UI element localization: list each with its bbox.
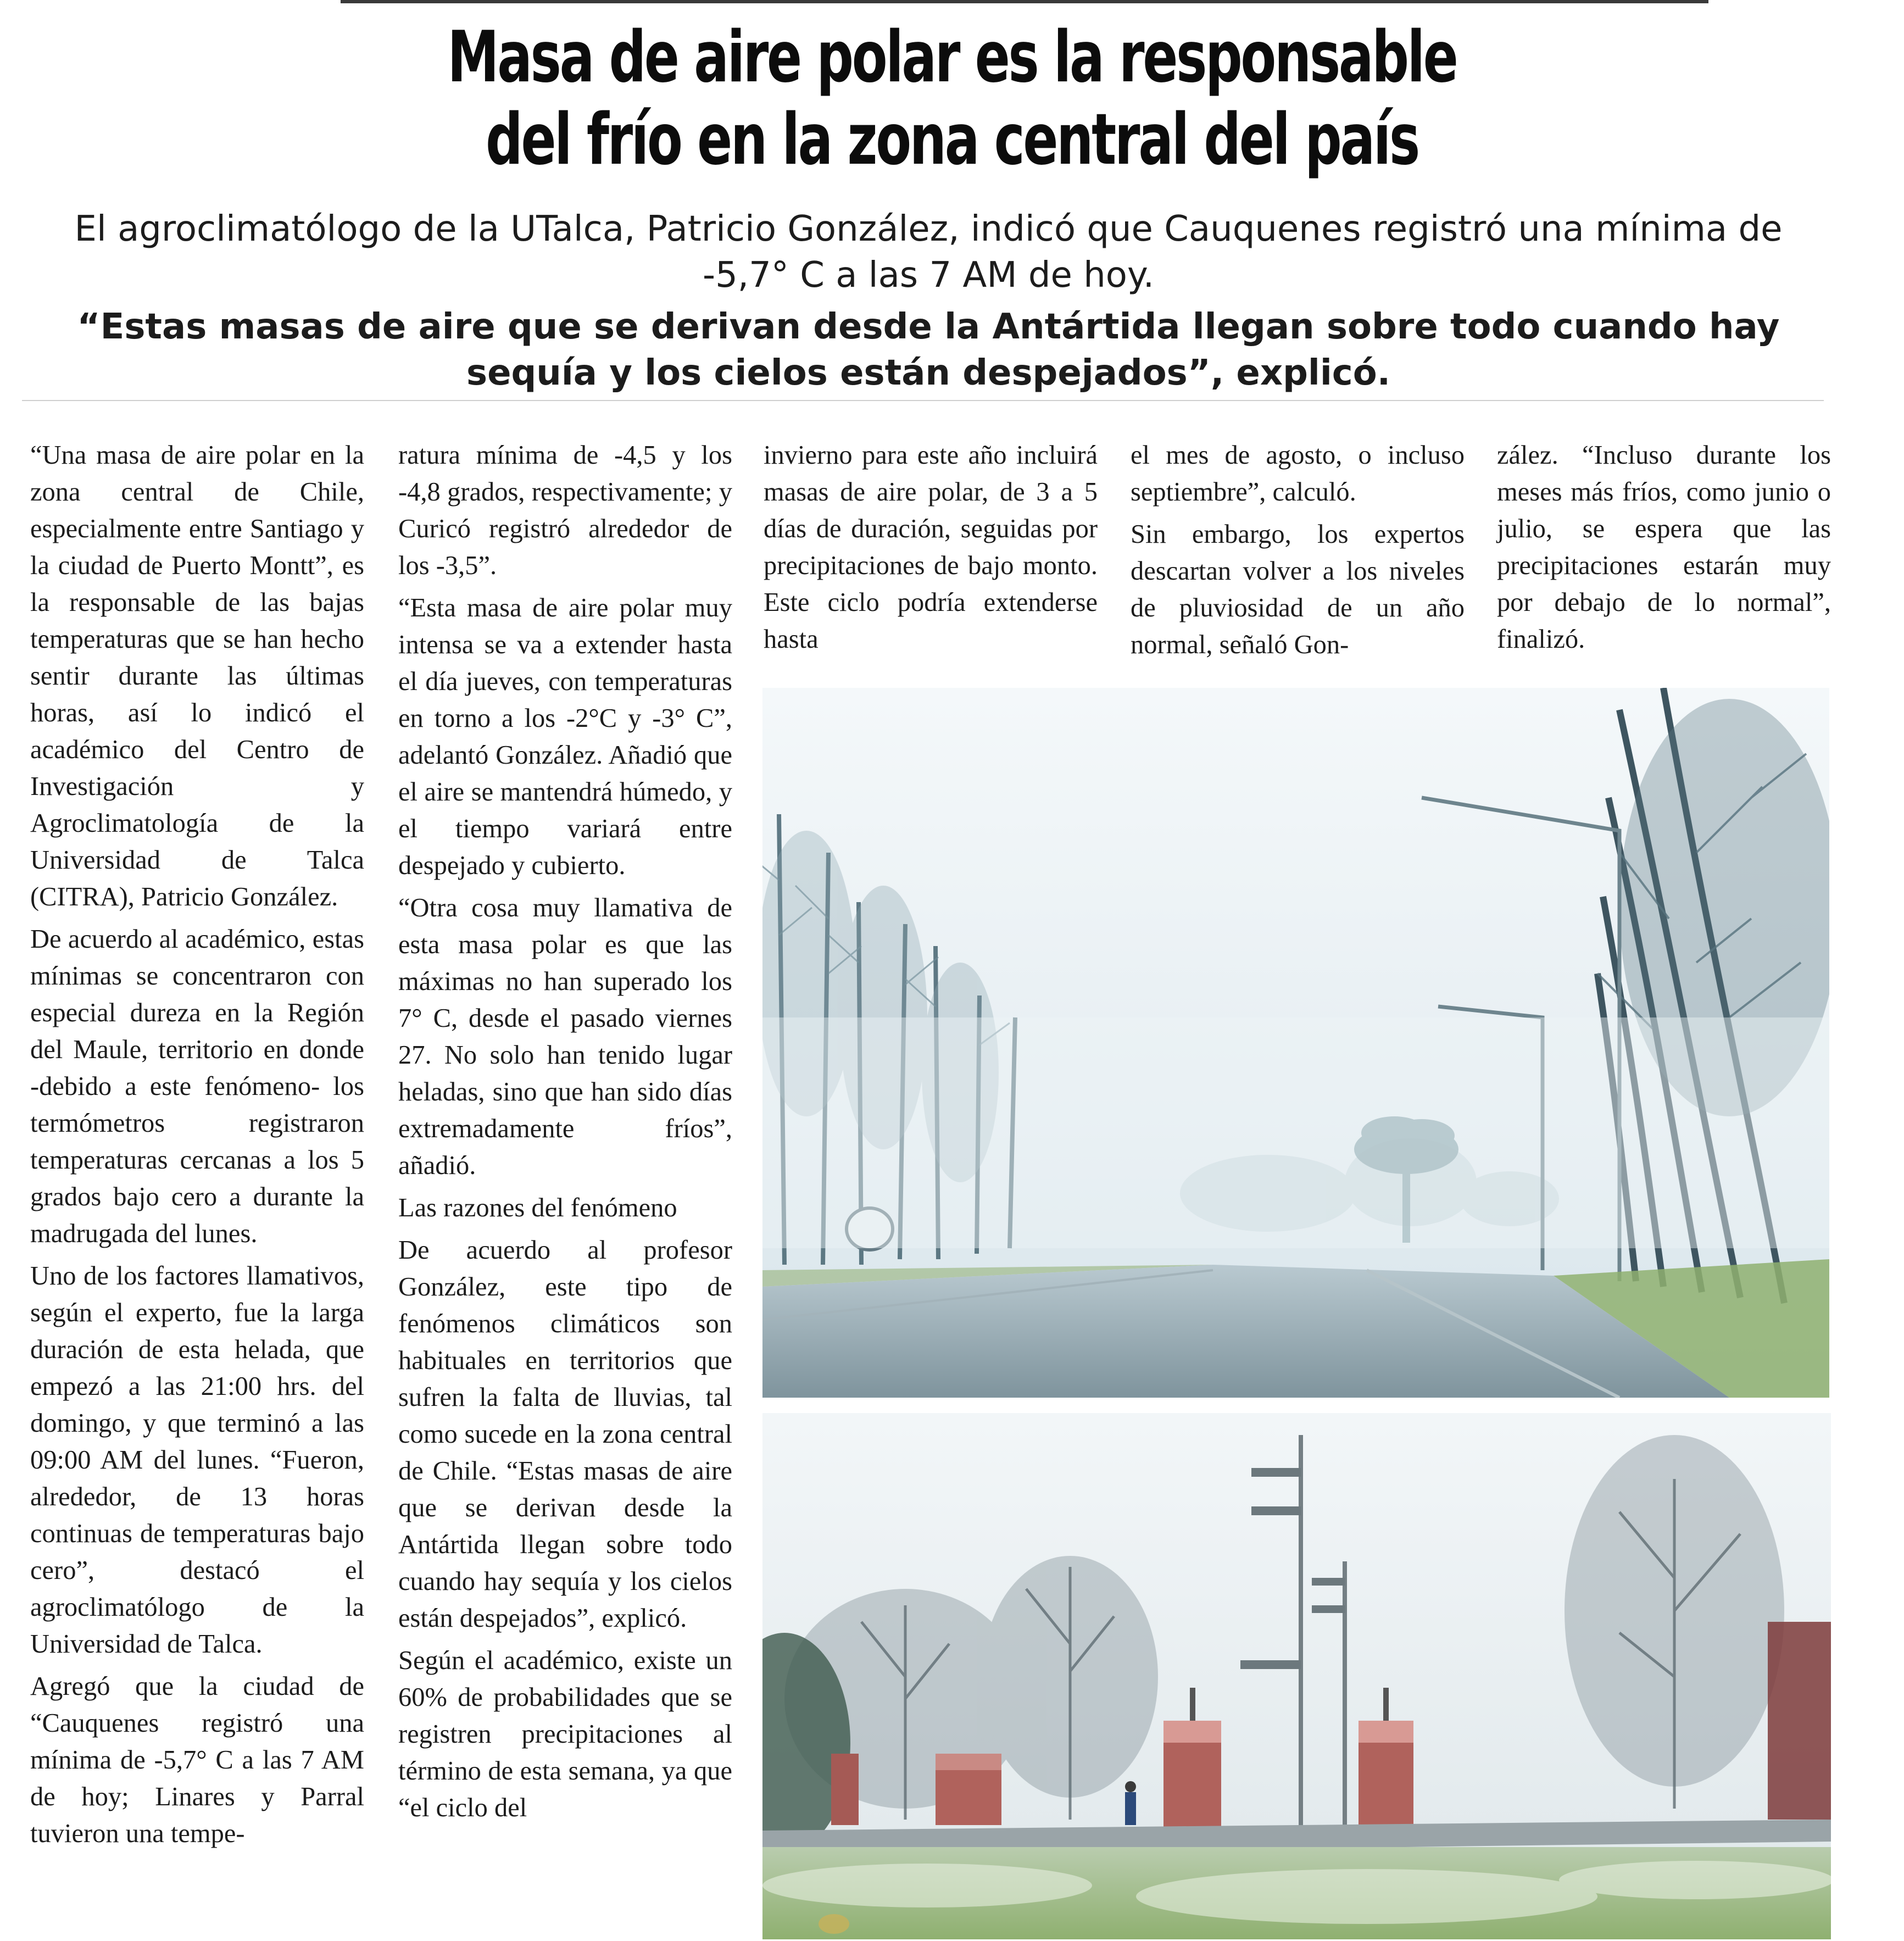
article-column-2 xyxy=(398,437,732,1832)
foggy-avenue-photo xyxy=(762,688,1829,1398)
subheadline xyxy=(33,206,1824,401)
paragraph: “Esta masa de aire polar muy intensa se va a extender hasta el día jueves, con temperaturas en torno a los -2°C y -3° C”, adelantó González. Añadió que el aire se mantendrá húmedo, y el tiempo variará entre despejado y cubierto. xyxy=(398,593,732,880)
headline-line-2: del frío en la zona central del país xyxy=(486,99,1418,181)
article-column-3 xyxy=(764,437,1098,663)
paragraph: “Otra cosa muy llamativa de esta masa polar es que las máximas no han superado los 7° C, desde el pasado viernes 27. No solo han tenido lugar heladas, sino que han sido días extremadamente fríos”, añadió. xyxy=(398,893,732,1180)
paragraph: Sin embargo, los expertos descartan volver a los niveles de pluviosidad de un año normal, señaló Gon- xyxy=(1131,520,1465,659)
paragraph: invierno para este año incluirá masas de aire polar, de 3 a 5 días de duración, seguidas por precipitaciones de bajo monto. Este ciclo podría extenderse hasta xyxy=(764,441,1098,654)
top-rule xyxy=(341,0,1708,3)
paragraph: ratura mínima de -4,5 y los -4,8 grados, respectivamente; y Curicó registró alrededor de los -3,5”. xyxy=(398,441,732,580)
foggy-avenue-illustration xyxy=(762,688,1829,1398)
section-subtitle: Las razones del fenómeno xyxy=(398,1193,677,1222)
headline-line-1: Masa de aire polar es la responsable xyxy=(447,16,1457,98)
headline xyxy=(171,16,1733,181)
campus-entrance-illustration xyxy=(762,1413,1831,1939)
paragraph: De acuerdo al profesor González, este tipo de fenómenos climáticos son habituales en territorios que sufren la falta de lluvias, tal como sucede en la zona central de Chile. “Estas masas de aire que se derivan desde la Antártida llegan sobre todo cuando hay sequía y los cielos están despejados”, explicó. xyxy=(398,1236,732,1633)
article-column-4 xyxy=(1131,437,1465,669)
subhead-quote: “Estas masas de aire que se derivan desde la Antártida llegan sobre todo cuando hay sequía y los cielos están despejados”, explicó. xyxy=(77,307,1780,393)
article-column-5 xyxy=(1497,437,1831,663)
paragraph: Agregó que la ciudad de “Cauquenes registró una mínima de -5,7° C a las 7 AM de hoy; Linares y Parral tuvieron una tempe- xyxy=(30,1672,364,1848)
paragraph: el mes de agosto, o incluso septiembre”, calculó. xyxy=(1131,441,1465,507)
subhead-summary: El agroclimatólogo de la UTalca, Patricio González, indicó que Cauquenes registró una mínima de -5,7° C a las 7 AM de hoy. xyxy=(74,209,1783,296)
paragraph: De acuerdo al académico, estas mínimas se concentraron con especial dureza en la Región del Maule, territorio en donde -debido a este fenómeno- los termómetros registraron temperaturas cercanas a los 5 grados bajo cero a durante la madrugada del lunes. xyxy=(30,925,364,1248)
campus-entrance-frost-photo xyxy=(762,1413,1831,1939)
paragraph: Según el académico, existe un 60% de probabilidades que se registren precipitaciones al término de esta semana, ya que “el ciclo del xyxy=(398,1646,732,1822)
section-divider xyxy=(22,400,1824,401)
paragraph: zález. “Incluso durante los meses más fríos, como junio o julio, se espera que las precipitaciones estarán muy por debajo de lo normal”, finalizó. xyxy=(1497,441,1831,654)
paragraph: “Una masa de aire polar en la zona central de Chile, especialmente entre Santiago y la ciudad de Puerto Montt”, es la responsable de las bajas temperaturas que se han hecho sentir durante las últimas horas, así lo indicó el académico del Centro de Investigación y Agroclimatología de la Universidad de Talca (CITRA), Patricio González. xyxy=(30,441,364,911)
paragraph: Uno de los factores llamativos, según el experto, fue la larga duración de esta helada, que empezó a las 21:00 hrs. del domingo, y que terminó a las 09:00 AM del lunes. “Fueron, alrededor, de 13 horas continuas de temperaturas bajo cero”, destacó el agroclimatólogo de la Universidad de Talca. xyxy=(30,1261,364,1659)
article-column-1 xyxy=(30,437,364,1857)
